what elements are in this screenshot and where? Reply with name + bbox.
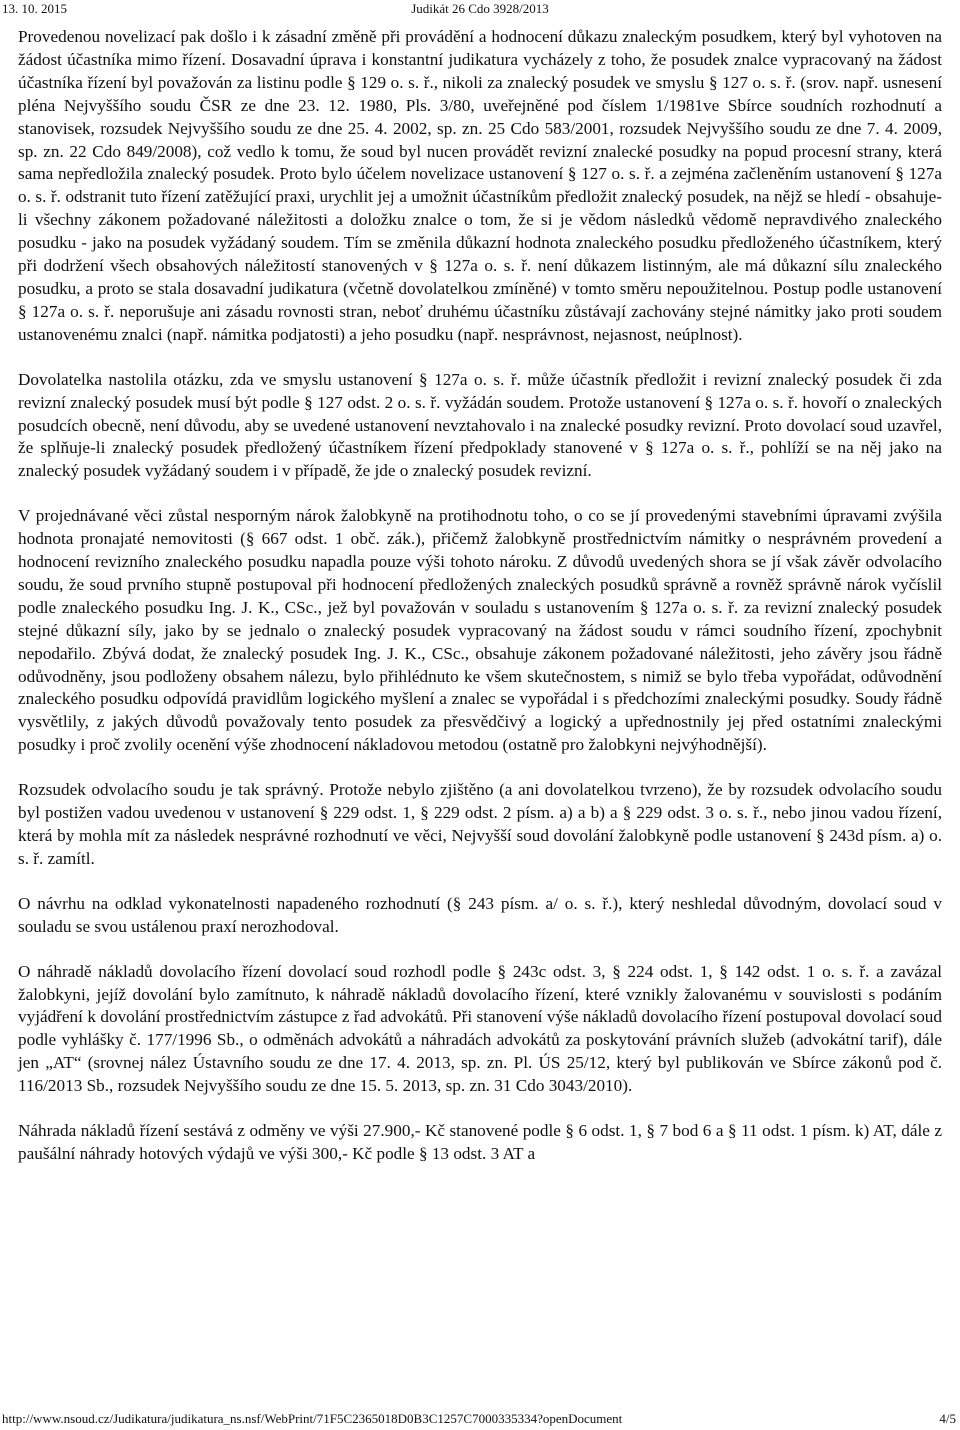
paragraph: O náhradě nákladů dovolacího řízení dovolací soud rozhodl podle § 243c odst. 3, § 224 odst. 1, § 142 odst. 1 o. s. ř. a zavázal žalobkyni, jejíž dovolání bylo zamítnuto, k náhradě nákladů dovolacího řízení, které vznikly žalovanému v souvislosti s podáním vyjádření k dovolání prostřednictvím zástupce z řad advokátů. Při stanovení výše nákladů dovolacího řízení postupoval dovolací soud podle vyhlášky č. 177/1996 Sb., o odměnách advokátů a náhradách advokátů za poskytování právních služeb (advokátní tarif), dále jen „AT“ (srovnej nález Ústavního soudu ze dne 17. 4. 2013, sp. zn. Pl. ÚS 25/12, který byl publikován ve Sbírce zákonů pod č. 116/2013 Sb., rozsudek Nejvyššího soudu ze dne 15. 5. 2013, sp. zn. 31 Cdo 3043/2010).	[18, 961, 942, 1096]
paragraph: V projednávané věci zůstal nesporným nárok žalobkyně na protihodnotu toho, o co se jí provedenými stavebními úpravami zvýšila hodnota pronajaté nemovitosti (§ 667 odst. 1 obč. zák.), přičemž žalobkyně prostřednictvím námitky o nesprávném provedení a hodnocení revizního znaleckého posudku napadla pouze výši tohoto nároku. Z důvodů uvedených shora se jí však závěr odvolacího soudu, že soud prvního stupně postupoval při hodnocení předložených znaleckých posudků správně a rovněž správně nárok vyčíslil podle znaleckého posudku Ing. J. K., CSc., jež byl považován v souladu s ustanovením § 127a o. s. ř. za revizní znalecký posudek stejné důkazní síly, jako by se jednalo o znalecký posudek vypracovaný na žádost soudu v rámci soudního řízení, zpochybnit nepodařilo. Zbývá dodat, že znalecký posudek Ing. J. K., CSc., obsahuje zákonem požadované náležitosti, jeho závěry jsou řádně odůvodněny, jsou podloženy obsahem nálezu, bylo přihlédnuto ke všem skutečnostem, s nimiž se bylo třeba vypořádat, odůvodnění znaleckého posudku odpovídá pravidlům logického myšlení a znalec se vypořádal i s předchozími znaleckými posudky. Soudy řádně vysvětlily, z jakých důvodů považovaly tento posudek za přesvědčivý a logický a upřednostnily jej před ostatními znaleckými posudky i proč zvolily ocenění výše zhodnocení nákladovou metodou (ostatně pro žalobkyni nejvýhodnější).	[18, 506, 942, 755]
print-date: 13. 10. 2015	[2, 1, 67, 16]
document-body	[18, 26, 942, 1166]
paragraph: Provedenou novelizací pak došlo i k zásadní změně při provádění a hodnocení důkazu znaleckým posudkem, který byl vyhotoven na žádost účastníka mimo řízení. Dosavadní úprava i konstantní judikatura vycházely z toho, že posudek znalce vypracovaný na žádost účastníka řízení byl považován za listinu podle § 129 o. s. ř., nikoli za znalecký posudek ve smyslu § 127 o. s. ř. (srov. např. usnesení pléna Nejvyššího soudu ČSR ze dne 23. 12. 1980, Pls. 3/80, uveřejněné pod číslem 1/1981ve Sbírce soudních rozhodnutí a stanovisek, rozsudek Nejvyššího soudu ze dne 25. 4. 2002, sp. zn. 25 Cdo 583/2001, rozsudek Nejvyššího soudu ze dne 7. 4. 2009, sp. zn. 22 Cdo 849/2008), což vedlo k tomu, že soud byl nucen provádět revizní znalecké posudky na popud procesní strany, která sama nepředložila znalecký posudek. Proto bylo účelem novelizace ustanovení § 127 o. s. ř. a zejména začleněním ustanovení § 127a o. s. ř. odstranit tuto řízení zatěžující praxi, urychlit jej a umožnit účastníkům předložit znalecký posudek, na nějž se hledí - obsahuje-li všechny zákonem požadované náležitosti a doložku znalce o tom, že si je vědom následků vědomě nepravdivého znaleckého posudku - jako na posudek vyžádaný soudem. Tím se změnila důkazní hodnota znaleckého posudku předloženého účastníkem, který při dodržení všech obsahových náležitostí stanovených v § 127a o. s. ř. není důkazem listinným, ale má důkazní sílu znaleckého posudku, a proto se stala dosavadní judikatura (včetně dovolatelkou zmíněné) v tomto směru nepoužitelnou. Postup podle ustanovení § 127a o. s. ř. neporušuje ani zásadu rovnosti stran, neboť druhému účastníku zůstávají zachovány stejné námitky jako proti soudem ustanovenému znalci (např. námitka podjatosti) a jeho posudku (např. nesprávnost, nejasnost, neúplnost).	[18, 27, 942, 344]
paragraph: Náhrada nákladů řízení sestává z odměny ve výši 27.900,- Kč stanovené podle § 6 odst. 1, § 7 bod 6 a § 11 odst. 1 písm. k) AT, dále z paušální náhrady hotových výdajů ve výši 300,- Kč podle § 13 odst. 3 AT a	[18, 1121, 942, 1163]
paragraph: O návrhu na odklad vykonatelnosti napadeného rozhodnutí (§ 243 písm. a/ o. s. ř.), který neshledal důvodným, dovolací soud v souladu se svou ustálenou praxí nerozhodoval.	[18, 893, 942, 936]
page-footer	[0, 1411, 960, 1427]
source-url: http://www.nsoud.cz/Judikatura/judikatura_ns.nsf/WebPrint/71F5C2365018D0B3C1257C7000335334?openDocument	[2, 1411, 623, 1426]
page-header	[0, 0, 960, 16]
paragraph: Rozsudek odvolacího soudu je tak správný. Protože nebylo zjištěno (a ani dovolatelkou tvrzeno), že by rozsudek odvolacího soudu byl postižen vadou uvedenou v ustanovení § 229 odst. 1, § 229 odst. 2 písm. a) a b) a § 229 odst. 3 o. s. ř., nebo jinou vadou řízení, která by mohla mít za následek nesprávné rozhodnutí ve věci, Nejvyšší soud dovolání žalobkyně podle ustanovení § 243d písm. a) o. s. ř. zamítl.	[18, 780, 942, 868]
paragraph: Dovolatelka nastolila otázku, zda ve smyslu ustanovení § 127a o. s. ř. může účastník předložit i revizní znalecký posudek či zda revizní znalecký posudek musí být podle § 127 odst. 2 o. s. ř. vyžádán soudem. Protože ustanovení § 127a o. s. ř. hovoří o znaleckých posudcích obecně, není důvodu, aby se uvedené ustanovení nevztahovalo i na znalecké posudky revizní. Proto dovolací soud uzavřel, že splňuje-li znalecký posudek předložený účastníkem řízení předpoklady stanovené v § 127a o. s. ř., pohlíží se na něj jako na znalecký posudek vyžádaný soudem i v případě, že jde o znalecký posudek revizní.	[18, 369, 942, 481]
document-title: Judikát 26 Cdo 3928/2013	[411, 1, 549, 16]
page-number: 4/5	[939, 1411, 956, 1426]
